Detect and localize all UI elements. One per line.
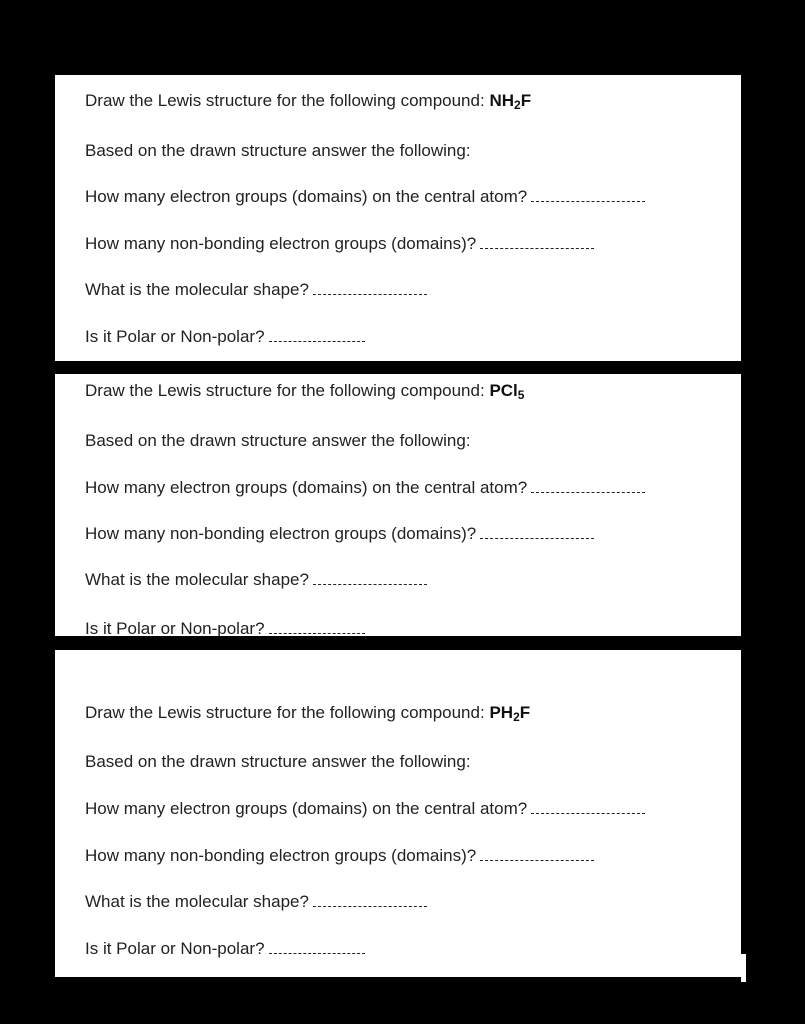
prompt-line — [85, 702, 530, 724]
answer-blank[interactable] — [269, 618, 365, 634]
question-electron-groups: How many electron groups (domains) on the central atom? — [85, 186, 645, 208]
prompt-line — [85, 90, 531, 112]
answer-blank[interactable] — [480, 233, 594, 249]
intro-text: Based on the drawn structure answer the following: — [85, 141, 471, 160]
question-electron-groups: How many electron groups (domains) on the central atom? — [85, 798, 645, 820]
answer-blank[interactable] — [269, 326, 365, 342]
question-polarity: Is it Polar or Non-polar? — [85, 326, 365, 348]
answer-blank[interactable] — [269, 938, 365, 954]
answer-blank[interactable] — [313, 569, 427, 585]
question-electron-groups: How many electron groups (domains) on the central atom? — [85, 477, 645, 499]
text-cursor-mark — [741, 954, 746, 982]
question-nonbonding-groups: How many non-bonding electron groups (domains)? — [85, 233, 594, 255]
compound-formula: $PH_2F$ — [489, 703, 531, 724]
question-molecular-shape: What is the molecular shape? — [85, 569, 427, 591]
question-card-nh2f — [55, 75, 741, 361]
answer-blank[interactable] — [531, 477, 645, 493]
prompt-text: Draw the Lewis structure for the following compound: — [85, 91, 485, 110]
answer-blank[interactable] — [313, 891, 427, 907]
question-polarity: Is it Polar or Non-polar? — [85, 938, 365, 960]
compound-formula: PCl$_5$ — [489, 381, 525, 402]
answer-blank[interactable] — [313, 279, 427, 295]
prompt-line — [85, 380, 524, 402]
question-molecular-shape: What is the molecular shape? — [85, 891, 427, 913]
intro-text: Based on the drawn structure answer the following: — [85, 431, 471, 450]
question-molecular-shape: What is the molecular shape? — [85, 279, 427, 301]
question-nonbonding-groups: How many non-bonding electron groups (domains)? — [85, 523, 594, 545]
compound-formula: $NH_2F$ — [489, 91, 532, 112]
prompt-text: Draw the Lewis structure for the following compound: — [85, 703, 485, 722]
answer-blank[interactable] — [480, 845, 594, 861]
answer-blank[interactable] — [531, 798, 645, 814]
intro-text: Based on the drawn structure answer the following: — [85, 752, 471, 771]
question-card-ph2f — [55, 650, 741, 977]
question-polarity: Is it Polar or Non-polar? — [85, 618, 365, 636]
prompt-text: Draw the Lewis structure for the following compound: — [85, 381, 485, 400]
question-card-pcl5 — [55, 374, 741, 636]
question-nonbonding-groups: How many non-bonding electron groups (domains)? — [85, 845, 594, 867]
answer-blank[interactable] — [531, 186, 645, 202]
answer-blank[interactable] — [480, 523, 594, 539]
